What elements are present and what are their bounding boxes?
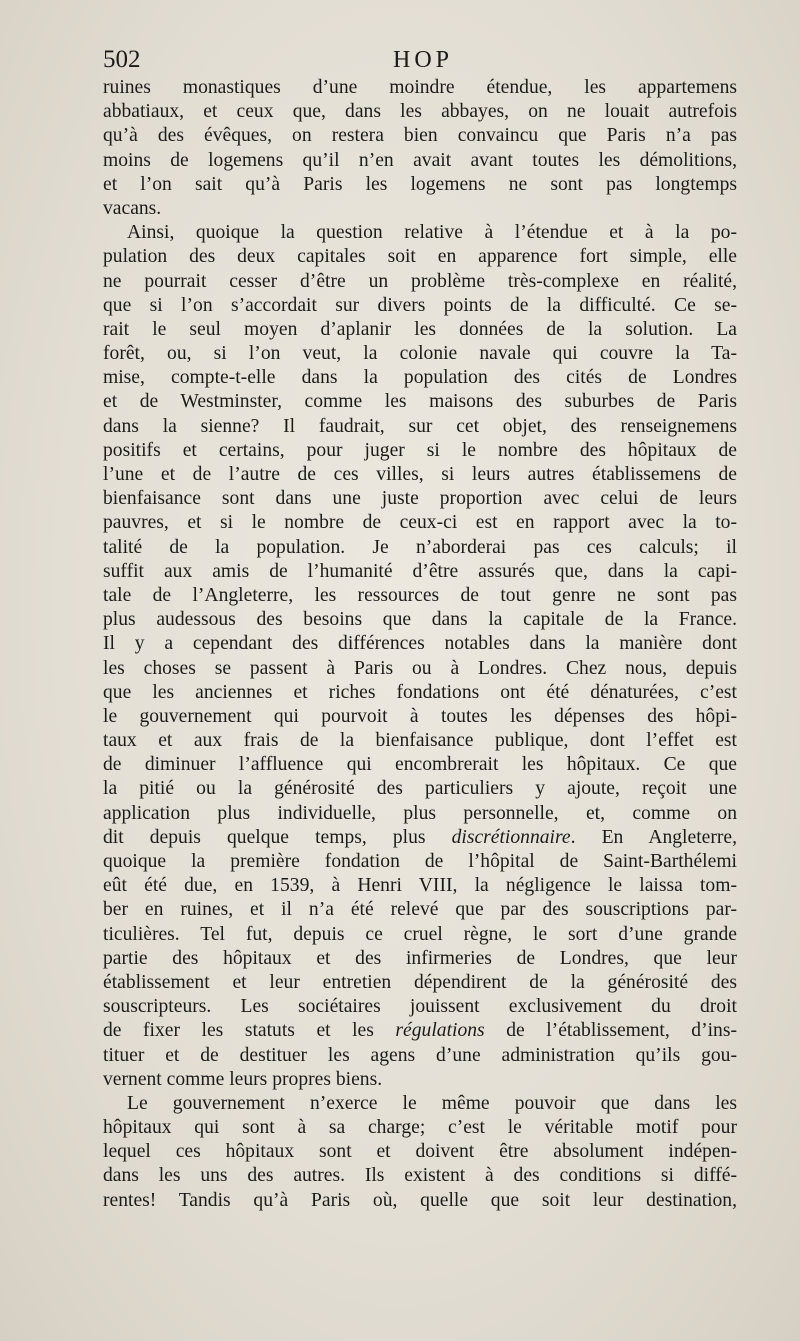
text-line: souscripteurs. Les sociétaires jouissent exclusivement du droit [103,996,737,1018]
text-line: pauvres, et si le nombre de ceux-ci est en rapport avec la to- [103,512,737,534]
text-run: . En Angleterre, [570,826,737,848]
text-line: taux et aux frais de la bienfaisance publique, dont l’effet est [103,730,737,752]
text-line: que si l’on s’accordait sur divers points de la difficulté. Ce se- [103,294,737,316]
text-line: Le gouvernement n’exerce le même pouvoir que dans les [127,1092,737,1114]
text-line: eût été due, en 1539, à Henri VIII, la négligence le laissa tom- [103,875,737,897]
text-line: dans les uns des autres. Ils existent à des conditions si diffé- [103,1165,737,1187]
text-line: ticulières. Tel fut, depuis ce cruel règne, le sort d’une grande [103,923,737,945]
text-line: rentes! Tandis qu’à Paris où, quelle que soit leur destination, [103,1189,737,1211]
text-line: hôpitaux qui sont à sa charge; c’est le véritable motif pour [103,1117,737,1139]
text-line: bienfaisance sont dans une juste proportion avec celui de leurs [103,488,737,510]
text-line: pulation des deux capitales soit en apparence fort simple, elle [103,246,737,268]
text-line: de diminuer l’affluence qui encombrerait les hôpitaux. Ce que [103,754,737,776]
text-line: tale de l’Angleterre, les ressources de tout genre ne sont pas [103,584,737,606]
text-line: l’une et de l’autre de ces villes, si leurs autres établissemens de [103,464,737,485]
text-line: dans la sienne? Il faudrait, sur cet objet, des renseignemens [103,415,737,437]
page-header [103,44,743,76]
text-line: le gouvernement qui pourvoit à toutes les dépenses des hôpi- [103,705,737,727]
text-line: abbatiaux, et ceux que, dans les abbayes, on ne louait autrefois [103,101,737,123]
text-line: vacans. [103,197,162,219]
paragraph-2 [103,221,737,1092]
text-line: que les anciennes et riches fondations ont été dénaturées, c’est [103,681,737,703]
text-line: les choses se passent à Paris ou à Londres. Chez nous, depuis [103,657,737,679]
text-line: partie des hôpitaux et des infirmeries de Londres, que leur [103,947,737,969]
text-line: mise, compte-t-elle dans la population des cités de Londres [103,367,737,389]
text-run: de fixer les statuts et les [103,1020,396,1042]
text-run: de l’établissement, d’ins- [484,1020,737,1042]
text-line: plus audessous des besoins que dans la capitale de la France. [103,609,737,631]
paragraph-3 [103,1092,737,1213]
text-run: dit depuis quelque temps, plus [103,826,452,848]
text-line: tituer et de destituer les agens d’une administration qu’ils gou- [103,1044,737,1066]
text-line [103,826,737,850]
text-line: ne pourrait cesser d’être un problème très-complexe en réalité, [103,270,737,292]
text-line: suffit aux amis de l’humanité d’être assurés que, dans la capi- [103,560,737,582]
text-line: ruines monastiques d’une moindre étendue, les appartemens [103,77,737,98]
text-line: positifs et certains, pour juger si le nombre des hôpitaux de [103,439,737,461]
text-line: lequel ces hôpitaux sont et doivent être absolument indépen- [103,1141,737,1163]
body-text [103,76,737,1213]
running-head: HOP [392,47,453,73]
page-number: 502 [103,46,141,73]
italic-term: discrétionnaire [451,826,571,848]
text-line: qu’à des évêques, on restera bien convaincu que Paris n’a pas [103,125,737,147]
text-line: moins de logemens qu’il n’en avait avant toutes les démolitions, [103,149,737,171]
text-line: Il y a cependant des différences notables dans la manière dont [103,633,737,655]
text-line: rait le seul moyen d’aplanir les données de la solution. La [103,318,737,340]
text-line: talité de la population. Je n’aborderai pas ces calculs; il [103,536,737,558]
text-line: application plus individuelle, plus personnelle, et, comme on [103,802,737,824]
text-line: forêt, ou, si l’on veut, la colonie navale qui couvre la Ta- [103,343,737,365]
text-line: et de Westminster, comme les maisons des suburbes de Paris [103,391,737,413]
text-line: et l’on sait qu’à Paris les logemens ne sont pas longtemps [103,173,737,195]
text-line: ber en ruines, et il n’a été relevé que par des souscriptions par- [103,899,737,921]
text-line: Ainsi, quoique la question relative à l’étendue et à la po- [127,222,737,244]
text-line: la pitié ou la générosité des particuliers y ajoute, reçoit une [103,778,737,800]
paragraph-1 [103,76,737,221]
text-line: quoique la première fondation de l’hôpital de Saint-Barthélemi [103,851,737,872]
italic-term: régulations [395,1020,485,1042]
text-line [103,1019,737,1043]
text-line: établissement et leur entretien dépendirent de la générosité des [103,971,737,993]
text-line: vernent comme leurs propres biens. [103,1068,383,1090]
